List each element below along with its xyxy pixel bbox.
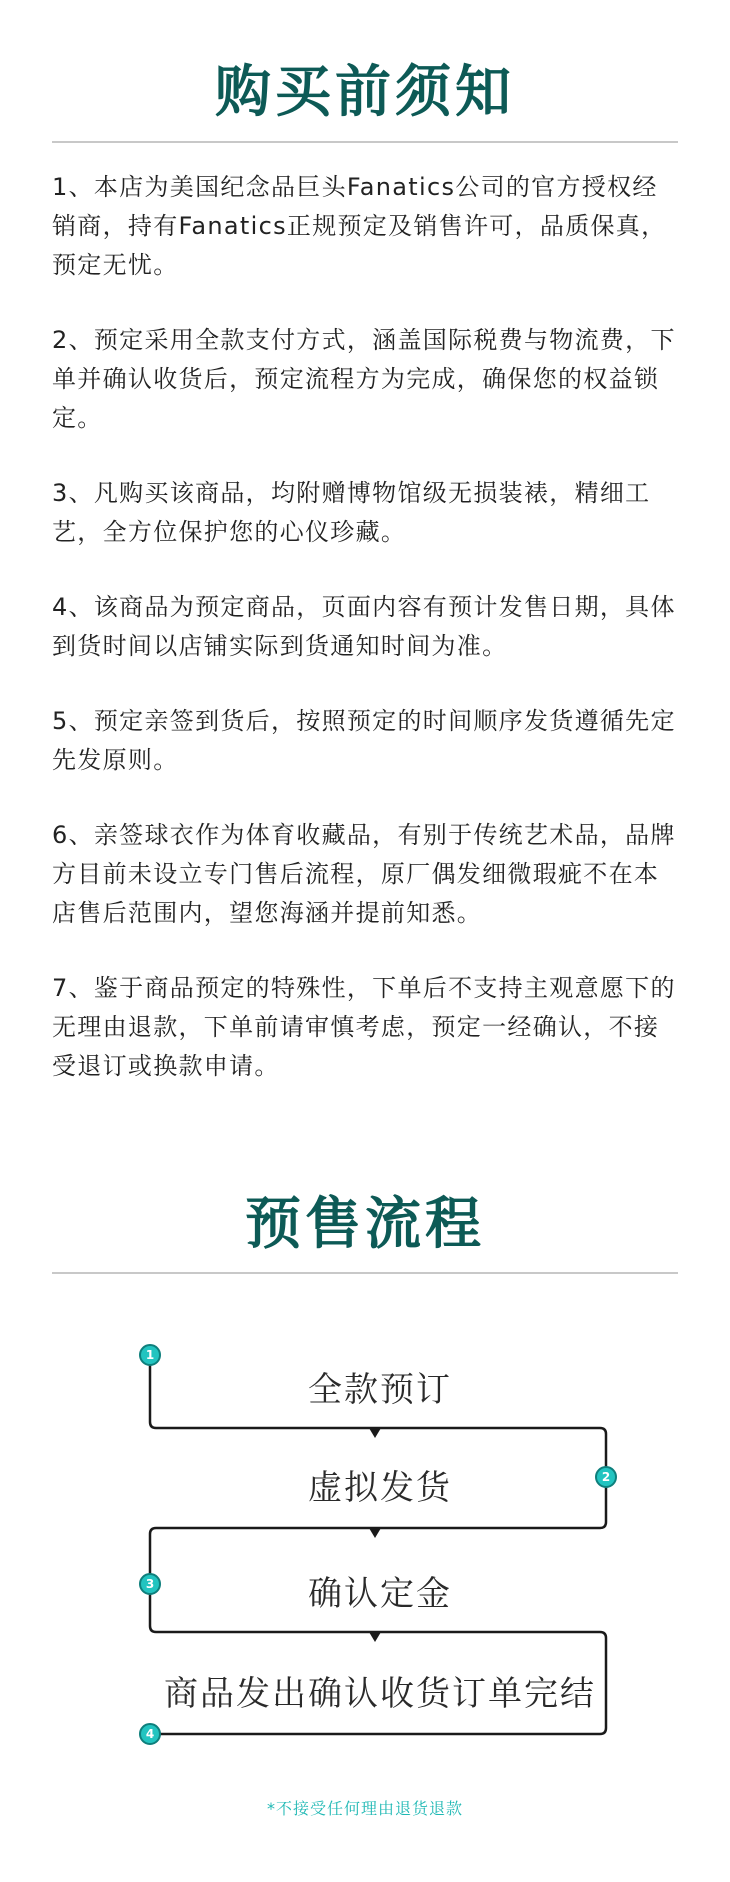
step-badge-4: 4 <box>139 1723 161 1745</box>
step-label-2: 虚拟发货 <box>308 1468 452 1508</box>
step-badge-1: 1 <box>139 1344 161 1366</box>
notice-divider <box>52 141 678 143</box>
notice-item-7: 7、鉴于商品预定的特殊性，下单后不支持主观意愿下的无理由退款，下单前请审慎考虑，预定一经确认，不接受退订或换款申请。 <box>52 974 676 1080</box>
refund-footnote: *不接受任何理由退货退款 <box>266 1799 463 1818</box>
notice-list <box>52 168 682 1122</box>
process-title: 预售流程 <box>245 1192 485 1257</box>
process-flowchart <box>0 1330 730 1750</box>
notice-item-3: 3、凡购买该商品，均附赠博物馆级无损装裱，精细工艺，全方位保护您的心仪珍藏。 <box>52 479 651 546</box>
notice-item-2: 2、预定采用全款支付方式，涵盖国际税费与物流费，下单并确认收货后，预定流程方为完成，确保您的权益锁定。 <box>52 326 676 432</box>
step-label-4: 商品发出确认收货订单完结 <box>164 1674 596 1714</box>
step-badge-3: 3 <box>139 1573 161 1595</box>
step-badge-2: 2 <box>595 1466 617 1488</box>
process-divider <box>52 1272 678 1274</box>
notice-title: 购买前须知 <box>215 60 515 125</box>
notice-item-1: 1、本店为美国纪念品巨头Fanatics公司的官方授权经销商，持有Fanatics正规预定及销售许可，品质保真，预定无忧。 <box>52 173 667 279</box>
notice-item-6: 6、亲签球衣作为体育收藏品，有别于传统艺术品，品牌方目前未设立专门售后流程，原厂偶发细微瑕疵不在本店售后范围内，望您海涵并提前知悉。 <box>52 821 676 927</box>
step-label-3: 确认定金 <box>308 1574 452 1614</box>
notice-item-5: 5、预定亲签到货后，按照预定的时间顺序发货遵循先定先发原则。 <box>52 707 676 774</box>
notice-item-4: 4、该商品为预定商品，页面内容有预计发售日期，具体到货时间以店铺实际到货通知时间为准。 <box>52 593 676 660</box>
step-label-1: 全款预订 <box>308 1370 452 1410</box>
